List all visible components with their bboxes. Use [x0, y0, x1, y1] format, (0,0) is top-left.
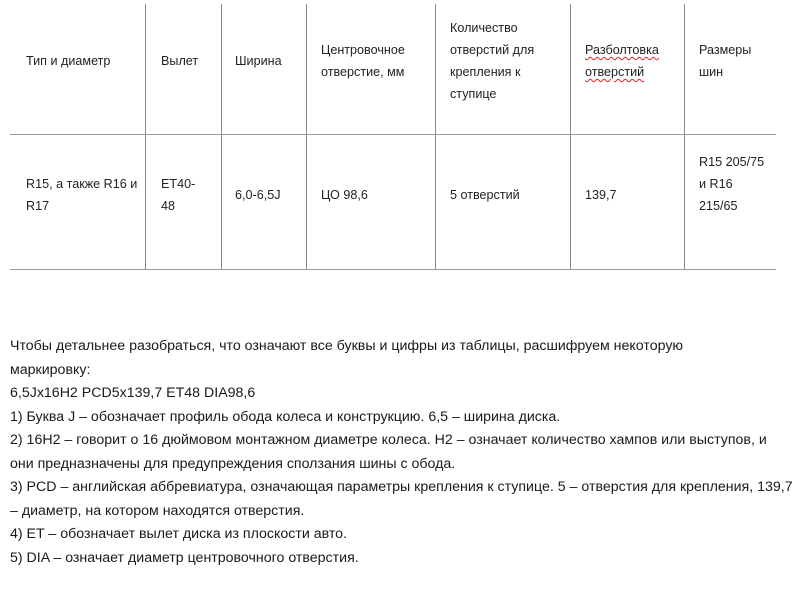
header-type-diameter: Тип и диаметр [26, 54, 111, 68]
table-column-divider [145, 4, 146, 270]
explanation-item-3: 3) PCD – английская аббревиатура, означающая параметры крепления к ступице. 5 – отверстия для крепления, 139,7 – диаметр, на котором находятся отверстия. [10, 479, 793, 519]
header-tire-size: Размеры шин [699, 43, 752, 79]
table-column-divider [306, 4, 307, 270]
cell-hole-count: 5 отверстий [450, 188, 520, 202]
table-column-divider [221, 4, 222, 270]
explanation-item-2: 2) 16H2 – говорит о 16 дюймовом монтажном диаметре колеса. H2 – означает количество хампов или выступов, и они предназначены для предупреждения сползания шины с обода. [10, 432, 767, 472]
cell-type-diameter: R15, а также R16 и R17 [26, 177, 138, 213]
table-row-divider [10, 134, 776, 135]
header-center-bore [321, 39, 431, 83]
table-column-divider [570, 4, 571, 270]
cell-width: 6,0-6,5J [235, 188, 281, 202]
explanation-item-4: 4) ET – обозначает вылет диска из плоскости авто. [10, 526, 348, 542]
cell-tire-size: R15 205/75 и R16 215/65 [699, 155, 765, 213]
header-center-bore-text: Центровочное отверстие, мм [321, 43, 405, 79]
header-width: Ширина [235, 54, 282, 68]
wheel-spec-table [10, 4, 776, 270]
explanation-item-1: 1) Буква J – обозначает профиль обода колеса и конструкцию. 6,5 – ширина диска. [10, 408, 561, 425]
header-bolt-pattern [585, 39, 681, 83]
cell-offset: ЕТ40-48 [161, 177, 196, 213]
table-column-divider [684, 4, 685, 270]
explanation-item-5: 5) DIA – означает диаметр центровочного отверстия. [10, 549, 359, 566]
marking-example: 6,5Jx16H2 PCD5x139,7 ET48 DIA98,6 [10, 385, 256, 401]
header-offset: Вылет [161, 54, 199, 68]
cell-bolt-pattern: 139,7 [585, 188, 617, 202]
table-column-divider [435, 4, 436, 270]
header-bolt-pattern-text: Разболтовка отверстий [585, 43, 659, 79]
header-hole-count: Количество отверстий для крепления к ступице [450, 21, 535, 101]
table-row-divider [10, 269, 776, 270]
cell-center-bore: ЦО 98,6 [321, 188, 368, 202]
intro-text: Чтобы детальнее разобраться, что означают все буквы и цифры из таблицы, расшифруем некоторую маркировку: [10, 338, 684, 378]
marking-explanation [10, 335, 793, 570]
